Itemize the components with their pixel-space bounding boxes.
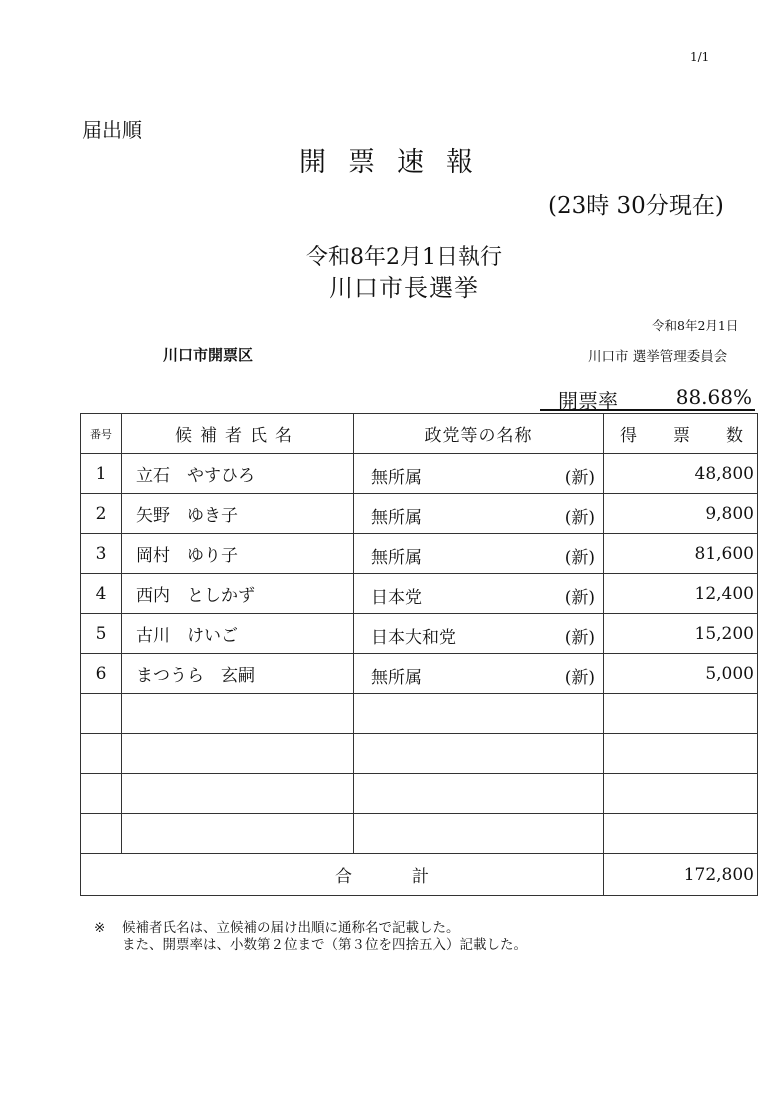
candidate-status: (新) xyxy=(564,468,595,488)
party-name: 無所属 xyxy=(371,668,422,688)
vote-count: 15,200 xyxy=(604,614,758,654)
party-cell xyxy=(354,574,604,614)
candidate-status: (新) xyxy=(564,548,595,568)
table-row xyxy=(81,494,758,534)
candidate-status: (新) xyxy=(564,588,595,608)
results-table xyxy=(80,413,758,896)
empty-row xyxy=(81,734,758,774)
total-row xyxy=(81,854,758,896)
candidate-name: 古川 けいご xyxy=(122,614,354,654)
candidate-status: (新) xyxy=(564,508,595,528)
candidate-name: 岡村 ゆり子 xyxy=(122,534,354,574)
candidate-name: 矢野 ゆき子 xyxy=(122,494,354,534)
table-row xyxy=(81,534,758,574)
header-party: 政党等の名称 xyxy=(354,414,604,454)
party-name: 無所属 xyxy=(371,508,422,528)
header-votes xyxy=(604,414,758,454)
table-row xyxy=(81,454,758,494)
footnote-line-1: ※ 候補者氏名は、立候補の届け出順に通称名で記載した。 xyxy=(94,920,460,936)
header-votes-char: 票 xyxy=(673,426,690,446)
footnote-line-2: また、開票率は、小数第２位まで（第３位を四捨五入）記載した。 xyxy=(122,937,527,953)
vote-count: 9,800 xyxy=(604,494,758,534)
row-number: 4 xyxy=(81,574,122,614)
page-number: 1/1 xyxy=(690,50,710,64)
as-of-time: (23時 30分現在) xyxy=(548,193,724,219)
row-number: 5 xyxy=(81,614,122,654)
table-row xyxy=(81,574,758,614)
footnotes xyxy=(94,920,527,954)
row-number: 1 xyxy=(81,454,122,494)
page-title: 開票速報 xyxy=(299,147,495,178)
total-votes: 172,800 xyxy=(604,854,758,896)
empty-row xyxy=(81,774,758,814)
party-name: 無所属 xyxy=(371,548,422,568)
header-candidate-name: 候補者氏名 xyxy=(122,414,354,454)
table-header-row xyxy=(81,414,758,454)
table-row xyxy=(81,614,758,654)
report-date: 令和8年2月1日 xyxy=(652,318,739,333)
table-row xyxy=(81,654,758,694)
empty-row xyxy=(81,694,758,734)
total-label: 合 計 xyxy=(81,854,604,896)
candidate-status: (新) xyxy=(564,668,595,688)
party-name: 無所属 xyxy=(371,468,422,488)
district-name: 川口市開票区 xyxy=(163,346,254,364)
party-cell xyxy=(354,614,604,654)
vote-count: 81,600 xyxy=(604,534,758,574)
row-number: 3 xyxy=(81,534,122,574)
order-label: 届出順 xyxy=(82,118,142,142)
vote-count: 12,400 xyxy=(604,574,758,614)
candidate-name: 西内 としかず xyxy=(122,574,354,614)
committee-name: 川口市 選挙管理委員会 xyxy=(588,349,728,365)
candidate-name: 立石 やすひろ xyxy=(122,454,354,494)
vote-count: 48,800 xyxy=(604,454,758,494)
empty-row xyxy=(81,814,758,854)
party-cell xyxy=(354,454,604,494)
election-name: 川口市長選挙 xyxy=(329,274,479,302)
vote-count: 5,000 xyxy=(604,654,758,694)
election-date-held: 令和8年2月1日執行 xyxy=(306,245,502,270)
counting-rate-value: 88.68% xyxy=(675,385,752,409)
row-number: 2 xyxy=(81,494,122,534)
header-number: 番号 xyxy=(81,414,122,454)
counting-rate-label: 開票率 xyxy=(558,389,618,413)
party-cell xyxy=(354,494,604,534)
counting-rate xyxy=(540,385,755,411)
party-cell xyxy=(354,654,604,694)
party-name: 日本大和党 xyxy=(371,628,456,648)
candidate-name: まつうら 玄嗣 xyxy=(122,654,354,694)
header-votes-char: 数 xyxy=(726,426,743,446)
candidate-status: (新) xyxy=(564,628,595,648)
party-name: 日本党 xyxy=(371,588,422,608)
party-cell xyxy=(354,534,604,574)
row-number: 6 xyxy=(81,654,122,694)
header-votes-char: 得 xyxy=(620,426,637,446)
